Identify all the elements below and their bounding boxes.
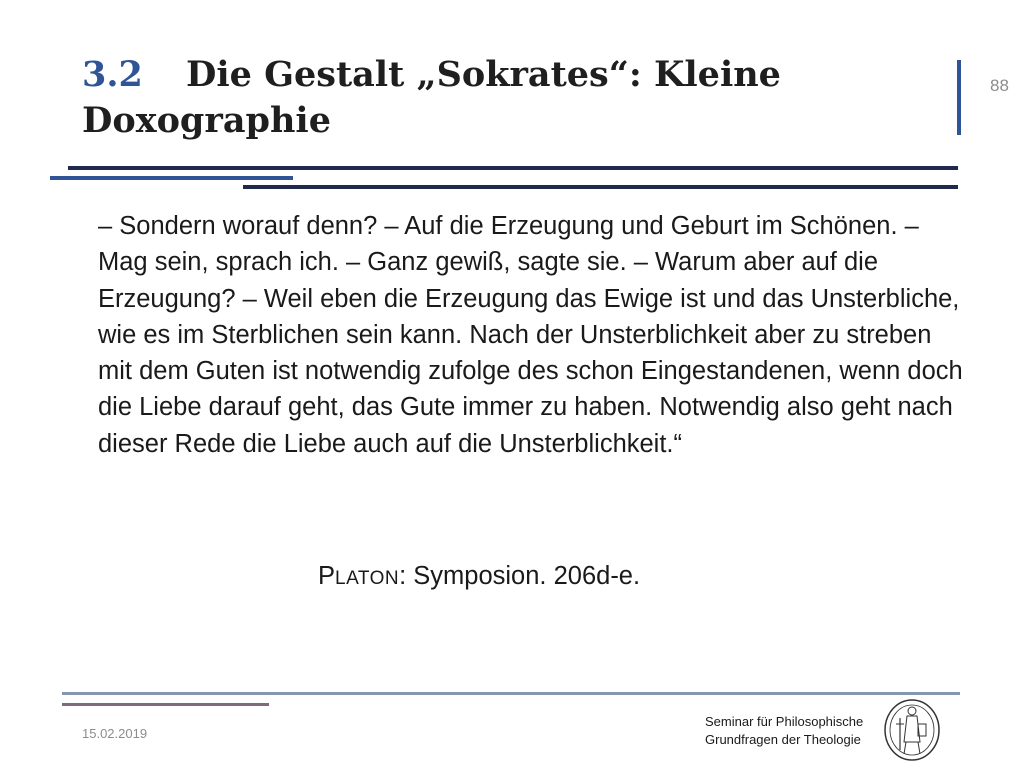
seminar-label (705, 713, 863, 749)
header-rule-navy (243, 185, 958, 189)
title-text: Die Gestalt „Sokrates“: Kleine Doxographie (82, 54, 781, 141)
seminar-line-1: Seminar für Philosophische (705, 714, 864, 729)
seminar-line-2: Grundfragen der Theologie (705, 732, 861, 747)
quote-text: – Sondern worauf denn? – Auf die Erzeugung und Geburt im Schönen. – Mag sein, sprach ich. – Ganz gewiß, sagte sie. – Warum aber auf die Erzeugung? – Weil eben die Erzeugung das Ewige ist und das Unsterbliche, wie es im Sterblichen sein kann. Nach der Unsterblichkeit aber zu streben mit dem Guten ist notwendig zufolge des schon Eingestandenen, wenn doch die Liebe darauf geht, das Gute immer zu haben. Notwendig also geht nach dieser Rede die Liebe auch auf die Unsterblichkeit.“ (98, 212, 963, 458)
footer-rule-slate (62, 692, 960, 695)
footer-date: 15.02.2019 (82, 726, 148, 741)
university-seal-icon (880, 698, 944, 762)
page-number: 88 (990, 76, 1009, 95)
section-number: 3.2 (82, 54, 143, 95)
footer-rule-mauve (62, 703, 269, 706)
citation-author-initial: P (318, 562, 336, 590)
citation-author-rest: LATON (335, 568, 400, 589)
header-rule-blue (50, 176, 293, 180)
citation (318, 558, 640, 597)
citation-work: : Symposion. 206d-e. (399, 562, 641, 590)
slide-title (82, 52, 942, 144)
header-rule-dark (68, 166, 958, 170)
header-accent-bar (957, 60, 961, 135)
